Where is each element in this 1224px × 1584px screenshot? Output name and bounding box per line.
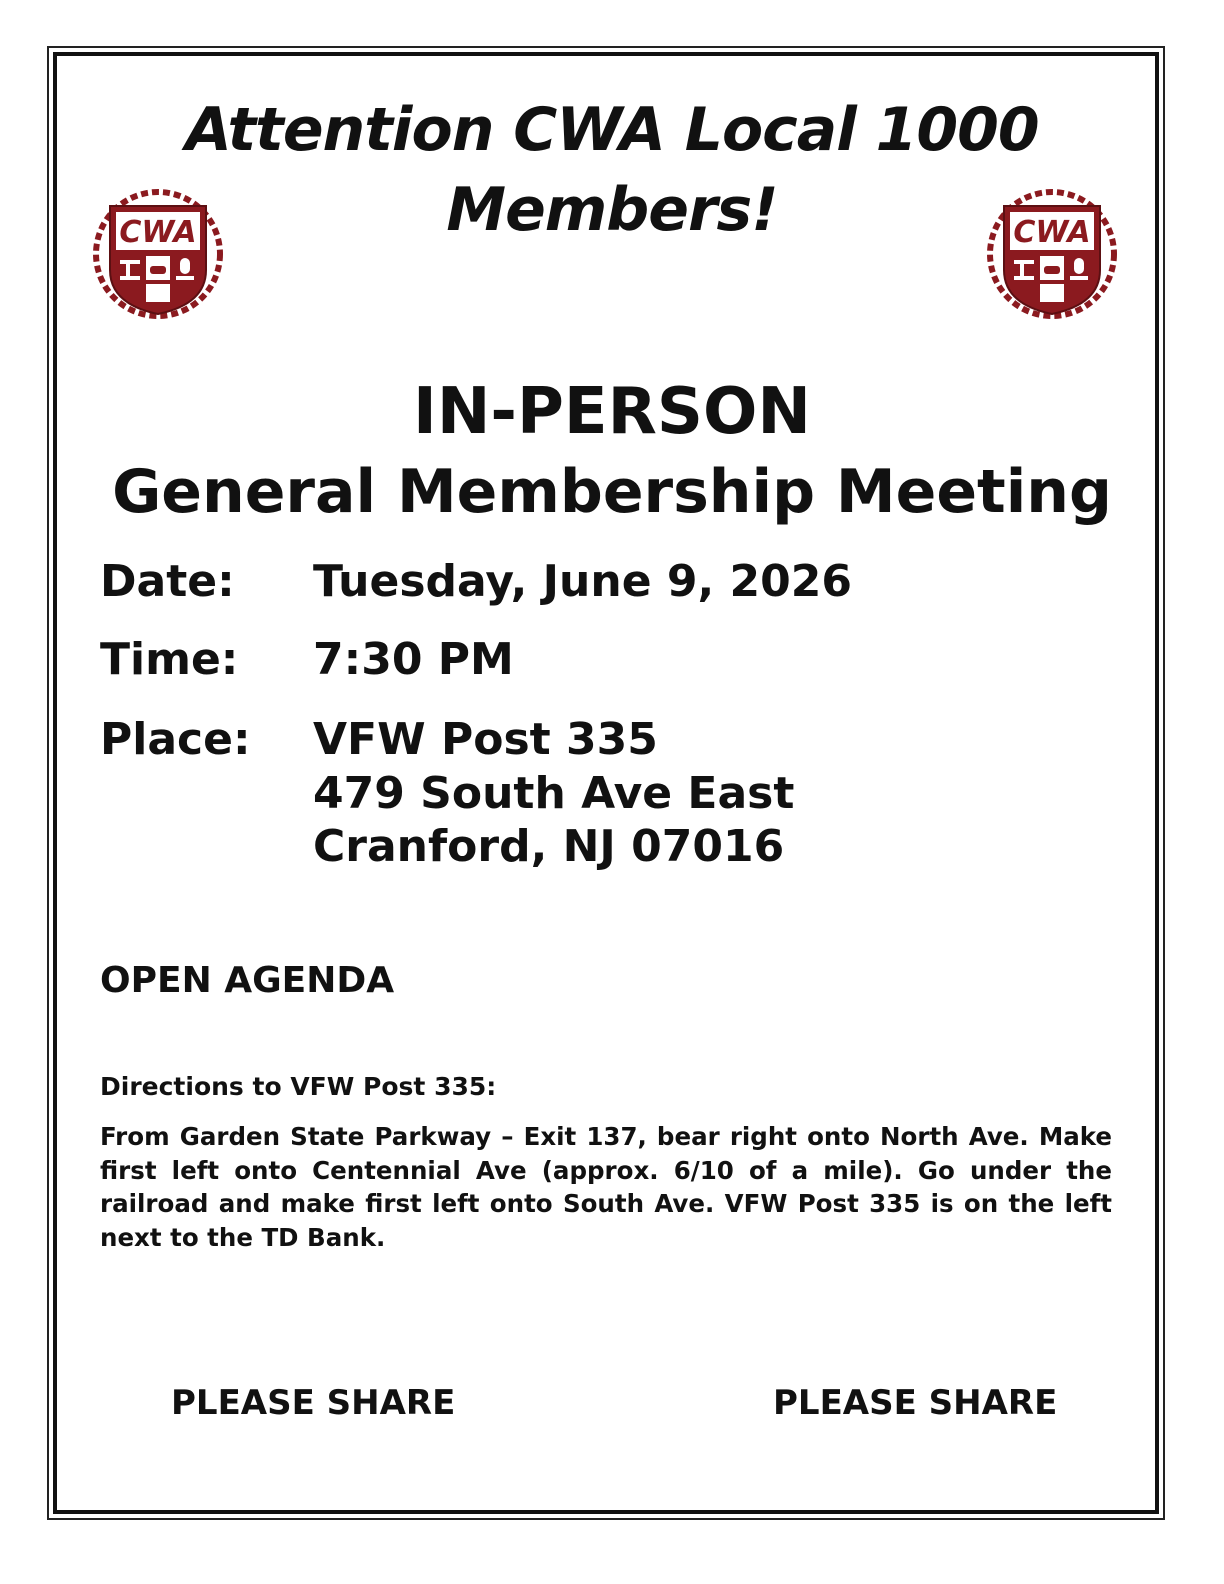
date-value: Tuesday, June 9, 2026 <box>313 556 852 607</box>
directions-heading: Directions to VFW Post 335: <box>100 1072 497 1101</box>
headline-line-2: Members! <box>446 175 778 245</box>
please-share-right: PLEASE SHARE <box>773 1383 1058 1423</box>
cwa-logo-left <box>90 186 226 322</box>
headline-line-1: Attention CWA Local 1000 <box>185 95 1039 165</box>
place-line-venue: VFW Post 335 <box>313 714 658 765</box>
meeting-name-title: General Membership Meeting <box>112 457 1112 527</box>
place-line-city: Cranford, NJ 07016 <box>313 821 785 872</box>
directions-body: From Garden State Parkway – Exit 137, bear right onto North Ave. Make first left onto Centennial Ave (approx. 6/10 of a mile). Go under the railroad and make first left onto South Ave. VFW Post 335 is on the left next to the TD Bank. <box>100 1122 1112 1252</box>
time-value: 7:30 PM <box>313 634 514 685</box>
place-line-street: 479 South Ave East <box>313 768 795 819</box>
place-label: Place: <box>100 714 251 765</box>
logo-text: CWA <box>119 215 197 250</box>
meeting-type-title: IN-PERSON <box>413 375 811 449</box>
logo-text: CWA <box>1013 215 1091 250</box>
please-share-left: PLEASE SHARE <box>171 1383 456 1423</box>
cwa-logo-right <box>984 186 1120 322</box>
agenda-heading: OPEN AGENDA <box>100 960 395 1001</box>
date-label: Date: <box>100 556 235 607</box>
time-label: Time: <box>100 634 239 685</box>
